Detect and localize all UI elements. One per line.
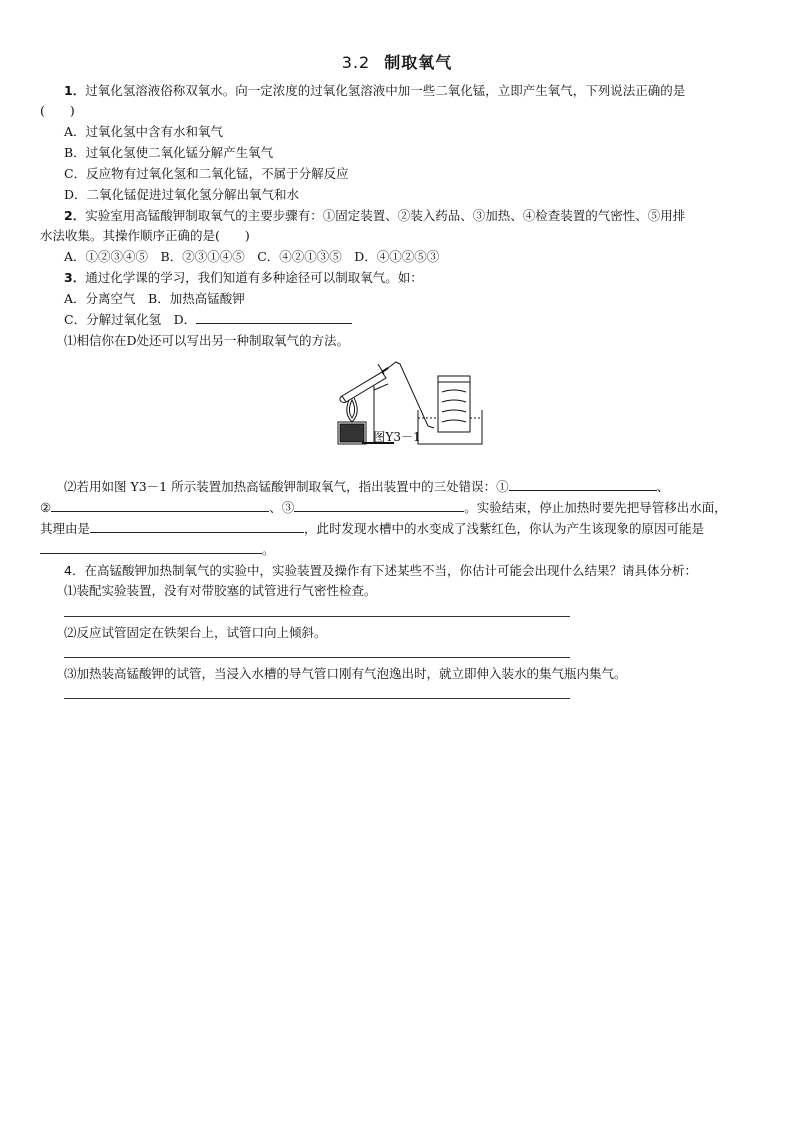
q4-item-2: ⑵反应试管固定在铁架台上，试管口向上倾斜。	[64, 625, 327, 640]
q3-sub1: ⑴相信你在D处还可以写出另一种制取氧气的方法。	[64, 333, 350, 348]
q3-d-answer-blank[interactable]	[196, 311, 352, 324]
error-3-marker: 、③	[269, 500, 295, 515]
q3-options-cd	[64, 311, 352, 329]
q1-stem	[64, 82, 685, 100]
q3-sub2-line4	[40, 541, 275, 559]
q3-sub2-end: 。	[262, 542, 275, 557]
q1-option-c: C．反应物有过氧化氢和二氧化锰，不属于分解反应	[64, 166, 349, 181]
q4-answer-line-1[interactable]	[64, 616, 570, 617]
q4-stem-text: 在高锰酸钾加热制氧气的实验中，实验装置及操作有下述某些不当，你估计可能会出现什么结果？请具体分析：	[84, 563, 697, 578]
figure-caption: 图Y3－1	[373, 430, 421, 444]
error-2-marker: ②	[40, 500, 52, 515]
q3-sub2-line2	[40, 499, 727, 517]
q2-options: A．①②③④⑤ B．②③①④⑤ C．④②①③⑤ D．④①②⑤③	[64, 249, 440, 264]
q3-stem	[64, 269, 423, 287]
error-2-blank[interactable]	[51, 499, 269, 512]
test-tube-icon	[340, 364, 388, 402]
q1-option-d: D．二氧化锰促进过氧化氢分解出氧气和水	[64, 187, 300, 202]
q1-number: 1．	[64, 83, 86, 98]
page-title	[0, 50, 794, 73]
q3-number: 3．	[64, 270, 86, 285]
reason-blank[interactable]	[90, 520, 304, 533]
q3-sub2-line3	[40, 520, 704, 538]
q3-sub2-text: ⑵若用如图 Y3－1 所示装置加热高锰酸钾制取氧气，指出装置中的三处错误：①	[64, 479, 509, 494]
error-3-blank[interactable]	[294, 499, 464, 512]
q2-stem-text: 实验室用高锰酸钾制取氧气的主要步骤有：①固定装置、②装入药品、③加热、④检查装置的气密性、⑤用排	[85, 208, 686, 223]
q2-stem-continued: 水法收集。其操作顺序正确的是( )	[40, 228, 250, 243]
q3-sub2-line2-text: 。实验结束，停止加热时要先把导管移出水面，	[464, 500, 727, 515]
q3-stem-text: 通过化学课的学习，我们知道有多种途径可以制取氧气。如：	[85, 270, 423, 285]
reason-label: 其理由是	[40, 521, 91, 536]
section-number: 3.2	[341, 53, 371, 72]
q4-answer-line-3[interactable]	[64, 698, 570, 699]
section-title: 制取氧气	[384, 53, 453, 72]
q3-options-ab: A．分离空气 B．加热高锰酸钾	[64, 291, 245, 306]
q3-sub2-line3-text: ，此时发现水槽中的水变成了浅紫红色，你认为产生该现象的原因可能是	[304, 521, 705, 536]
cause-blank[interactable]	[40, 541, 262, 554]
q4-stem	[64, 562, 697, 580]
q2-stem	[64, 207, 685, 225]
q4-number: 4．	[64, 563, 85, 578]
q3-options-cd-text: C．分解过氧化氢 D．	[64, 312, 197, 327]
q1-stem-text: 过氧化氢溶液俗称双氧水。向一定浓度的过氧化氢溶液中加一些二氧化锰，立即产生氧气，下列说法正确的是	[85, 83, 686, 98]
q1-option-b: B．过氧化氢使二氧化锰分解产生氧气	[64, 145, 274, 160]
q4-item-1: ⑴装配实验装置，没有对带胶塞的试管进行气密性检查。	[64, 583, 377, 598]
q3-sub2-line1	[64, 478, 669, 496]
q4-item-3: ⑶加热装高锰酸钾的试管，当浸入水槽的导气管口刚有气泡逸出时，就立即伸入装水的集气瓶内集气。	[64, 666, 627, 681]
q1-answer-bracket: ( )	[40, 103, 75, 118]
q2-number: 2．	[64, 208, 86, 223]
error-1-blank[interactable]	[509, 478, 657, 491]
q4-answer-line-2[interactable]	[64, 657, 570, 658]
gas-jar-icon	[438, 376, 470, 432]
q1-option-a: A．过氧化氢中含有水和氧气	[64, 124, 224, 139]
q3-sub2-separator: 、	[656, 479, 670, 494]
